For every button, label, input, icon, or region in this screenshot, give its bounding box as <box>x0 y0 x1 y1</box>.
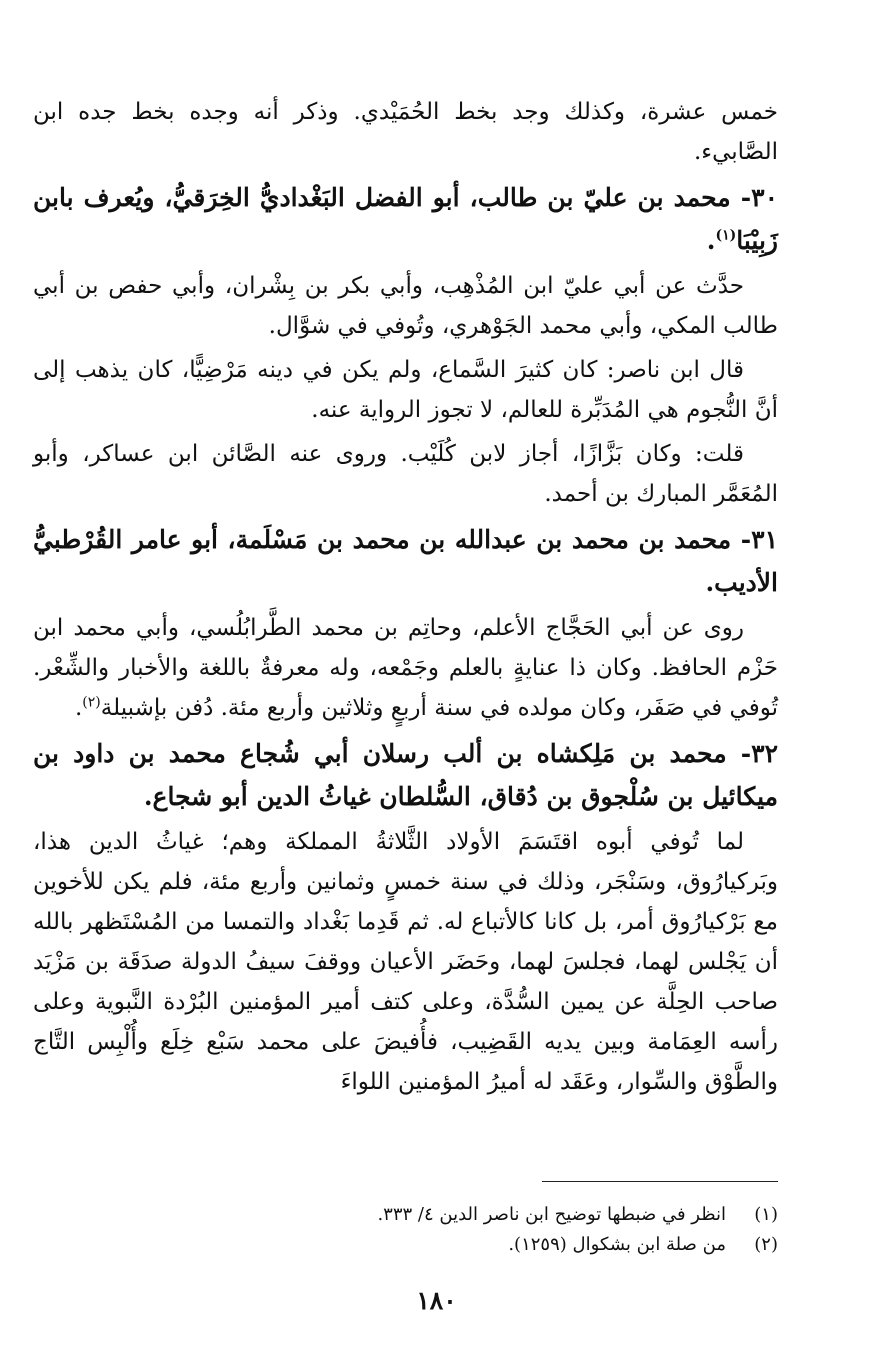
footnote-divider <box>542 1181 778 1182</box>
page-number: ١٨٠ <box>416 1286 457 1315</box>
heading-tail: . <box>706 226 716 255</box>
entry-heading-text: ٣٠- محمد بن عليّ بن طالب، أبو الفضل البَغْداديُّ الخِرَقيُّ، ويُعرف بابن زَبِيْبَا <box>33 183 778 255</box>
paragraph <box>33 608 778 728</box>
entry-heading-31 <box>33 518 778 604</box>
footnote-reference[interactable]: (١) <box>715 227 737 244</box>
paragraph <box>33 266 778 346</box>
paragraph-tail: . <box>74 695 83 721</box>
entry-heading-text: ٣١- محمد بن محمد بن عبدالله بن محمد بن مَسْلَمة، أبو عامر القُرْطبيُّ الأديب. <box>33 525 778 597</box>
footnote-item <box>33 1230 778 1260</box>
footnote-item <box>33 1200 778 1230</box>
paragraph <box>33 350 778 430</box>
paragraph-text: حدَّث عن أبي عليّ ابن المُذْهِب، وأبي بكر بن بِشْران، وأبي حفص بن أبي طالب المكي، وأبي محمد الجَوْهري، وتُوفي في شوَّال. <box>33 273 778 339</box>
paragraph-text: روى عن أبي الحَجَّاج الأعلم، وحاتِم بن محمد الطَّرابُلُسي، وأبي محمد ابن حَزْم الحافظ. وكان ذا عنايةٍ بالعلم وجَمْعه، وله معرفةٌ باللغة والأخبار والشِّعْر. تُوفي في صَفَر، وكان مولده في سنة أربعٍ وثلاثين وأربع مئة. دُفن بإشبيلة <box>33 615 778 721</box>
paragraph-text: لما تُوفي أبوه اقتَسَمَ الأولاد الثَّلاثةُ المملكة وهم؛ غياثُ الدين هذا، وبَركيارُوق، وسَنْجَر، وذلك في سنة خمسٍ وثمانين وأربع مئة، فلم يكن للأخوين مع بَرْكيارُوق أمر، بل كانا كالأتباع له. ثم قَدِما بَغْداد والتمسا من المُسْتَظهر بالله أن يَجْلس لهما، فجلسَ لهما، وحَضَر الأعيان ووقفَ سيفُ الدولة صدَقَة بن مَزْيَد صاحب الحِلَّة عن يمين السُّدَّة، وعلى كتف أمير المؤمنين البُرْدة النَّبوية وعلى رأسه العِمَامة وبين يديه القَضِيب، فأُفيضَ على محمد سَبْع خِلَع وأُلْبِس التَّاج والطَّوْق والسِّوار، وعَقَد له أميرُ المؤمنين اللواءَ <box>33 829 779 1095</box>
paragraph-text: خمس عشرة، وكذلك وجد بخط الحُمَيْدي. وذكر أنه وجده بخط جده ابن الصَّابيء. <box>33 99 778 165</box>
paragraph <box>33 822 778 1102</box>
footnote-text: انظر في ضبطها توضيح ابن ناصر الدين ٤/ ٣٣٣. <box>377 1204 726 1225</box>
paragraph-text: قال ابن ناصر: كان كثيرَ السَّماع، ولم يكن في دينه مَرْضِيًّا، كان يذهب إلى أنَّ النُّجوم هي المُدَبِّرة للعالم، لا تجوز الرواية عنه. <box>33 357 778 423</box>
paragraph-continuation <box>33 92 778 172</box>
footnote-text: من صلة ابن بشكوال (١٢٥٩). <box>508 1234 726 1255</box>
entry-heading-32 <box>33 732 778 818</box>
footnotes <box>33 1200 778 1260</box>
paragraph-text: قلت: وكان بَزَّازًا، أجاز لابن كُلَيْب. وروى عنه الصَّائن ابن عساكر، وأبو المُعَمَّر المبارك بن أحمد. <box>33 441 778 507</box>
footnote-reference[interactable]: (٢) <box>82 694 101 711</box>
main-text <box>33 92 778 1102</box>
paragraph <box>33 434 778 514</box>
entry-heading-30 <box>33 176 778 262</box>
footnote-number: (٢) <box>754 1234 778 1255</box>
entry-heading-text: ٣٢- محمد بن مَلِكشاه بن ألب رسلان أبي شُجاع محمد بن داود بن ميكائيل بن سُلْجوق بن دُقاق، السُّلطان غياثُ الدين أبو شجاع. <box>33 739 778 811</box>
footnote-number: (١) <box>754 1204 778 1225</box>
